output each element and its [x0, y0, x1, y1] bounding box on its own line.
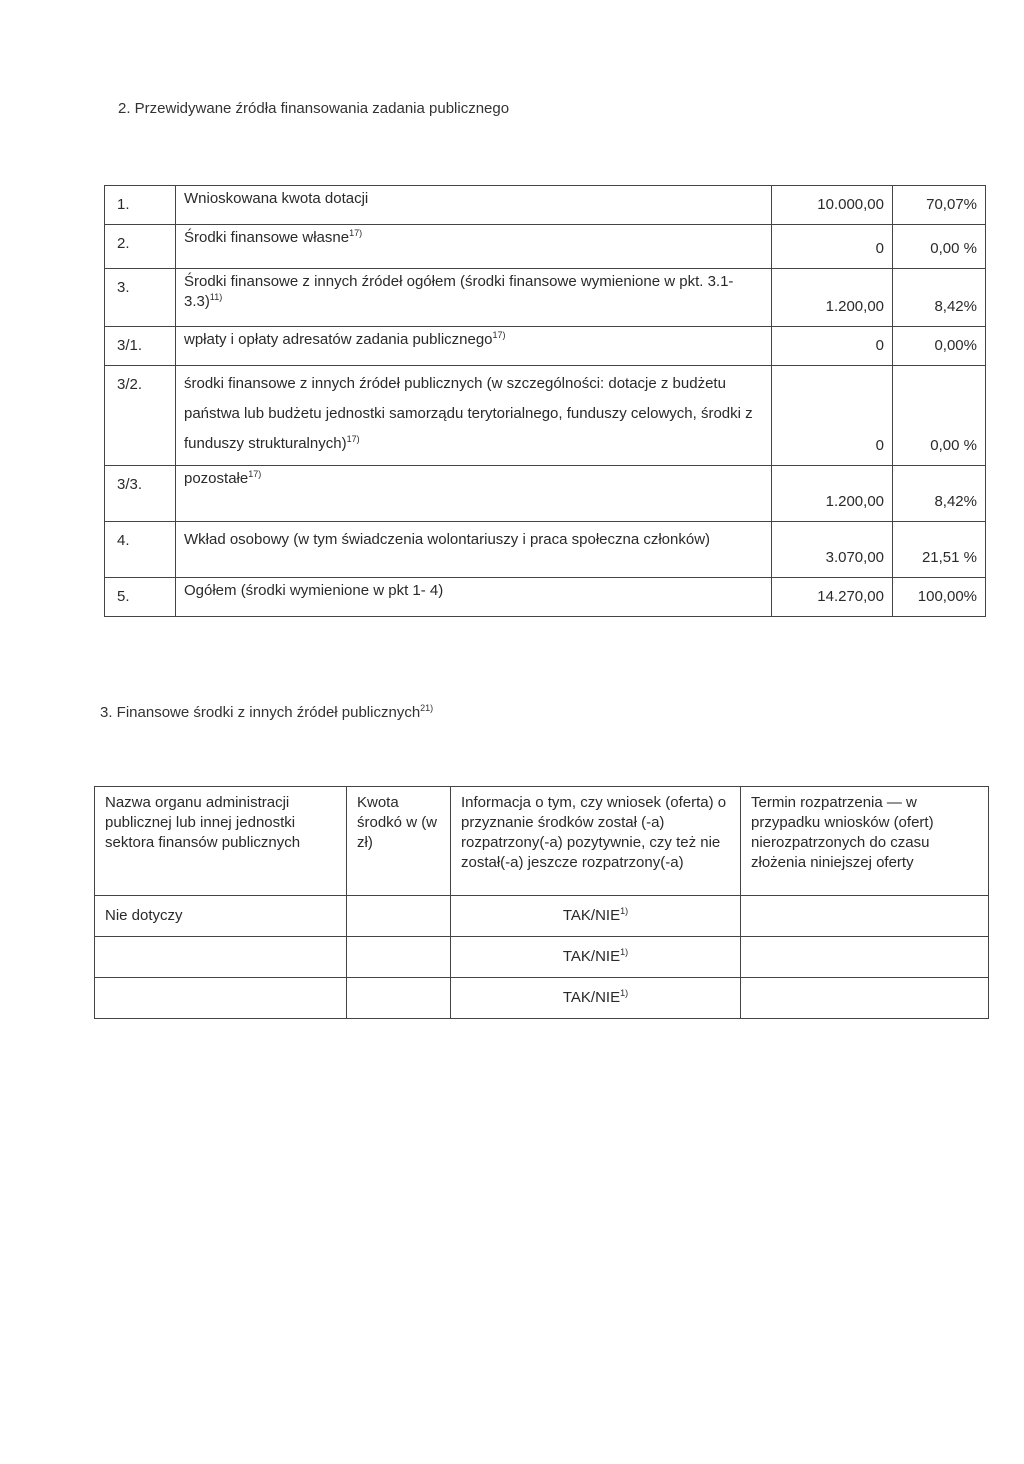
funding-row [105, 327, 986, 366]
funding-sources-table [104, 185, 986, 617]
funding-row-description-text: Środki finansowe z innych źródeł ogółem (środki finansowe wymienione w pkt. 3.1-3.3) [184, 273, 734, 310]
funding-row-description-text: wpłaty i opłaty adresatów zadania publicznego [184, 331, 493, 348]
funding-row-number: 4. [105, 522, 176, 578]
funding-row-number: 3/1. [105, 327, 176, 366]
funding-row-amount: 0 [772, 225, 893, 269]
funding-row-number: 3. [105, 269, 176, 327]
funding-row [105, 522, 986, 578]
funding-row-amount: 14.270,00 [772, 578, 893, 617]
funding-row-description [176, 269, 772, 327]
funding-row-number: 3/2. [105, 366, 176, 466]
funding-row-percent: 100,00% [893, 578, 986, 617]
funding-row-amount: 0 [772, 327, 893, 366]
table-row [95, 937, 989, 978]
funding-row [105, 269, 986, 327]
amount-cell [347, 896, 451, 937]
funding-row [105, 578, 986, 617]
funding-row-number: 5. [105, 578, 176, 617]
funding-row [105, 186, 986, 225]
funding-row-percent: 0,00 % [893, 366, 986, 466]
term-cell [741, 896, 989, 937]
status-text: TAK/NIE [562, 907, 621, 924]
funding-row-description-text: Ogółem (środki wymienione w pkt 1- 4) [184, 582, 444, 599]
status-cell [451, 937, 741, 978]
footnote-marker: 1) [620, 906, 629, 916]
header-row [95, 787, 989, 896]
funding-row [105, 366, 986, 466]
column-header: Kwota środkó w (w zł) [347, 787, 451, 896]
column-header: Nazwa organu administracji publicznej lub innej jednostki sektora finansów publicznych [95, 787, 347, 896]
funding-row-number: 2. [105, 225, 176, 269]
footnote-marker: 11) [209, 292, 223, 302]
amount-cell [347, 978, 451, 1019]
funding-row [105, 466, 986, 522]
term-cell [741, 978, 989, 1019]
organ-name-cell: Nie dotyczy [95, 896, 347, 937]
funding-row-amount: 3.070,00 [772, 522, 893, 578]
term-cell [741, 937, 989, 978]
funding-row-amount: 1.200,00 [772, 269, 893, 327]
funding-row-description [176, 186, 772, 225]
organ-name-cell [95, 978, 347, 1019]
funding-row [105, 225, 986, 269]
funding-row-percent: 70,07% [893, 186, 986, 225]
funding-row-percent: 8,42% [893, 466, 986, 522]
status-cell [451, 896, 741, 937]
footnote-marker: 17) [248, 469, 262, 479]
funding-row-description-text: Wnioskowana kwota dotacji [184, 190, 369, 207]
section-3-heading-footnote: 21) [420, 703, 434, 713]
status-cell [451, 978, 741, 1019]
status-text: TAK/NIE [562, 989, 621, 1006]
column-header: Termin rozpatrzenia — w przypadku wniosków (ofert) nierozpatrzonych do czasu złożenia niniejszej oferty [741, 787, 989, 896]
public-funds-table [94, 786, 989, 1019]
footnote-marker: 17) [349, 228, 363, 238]
funding-row-description [176, 327, 772, 366]
funding-row-amount: 1.200,00 [772, 466, 893, 522]
funding-row-description [176, 522, 772, 578]
funding-row-description-text: środki finansowe z innych źródeł publicznych (w szczególności: dotacje z budżetu państwa lub budżetu jednostki samorządu terytorialnego, funduszy celowych, środki z funduszy strukturalnych) [184, 375, 753, 452]
section-3-heading [100, 704, 433, 721]
organ-name-cell [95, 937, 347, 978]
funding-row-description [176, 578, 772, 617]
footnote-marker: 1) [620, 988, 629, 998]
funding-row-percent: 0,00 % [893, 225, 986, 269]
footnote-marker: 17) [492, 330, 506, 340]
funding-row-amount: 10.000,00 [772, 186, 893, 225]
funding-row-amount: 0 [772, 366, 893, 466]
funding-row-description [176, 366, 772, 466]
funding-row-description-text: Wkład osobowy (w tym świadczenia wolontariuszy i praca społeczna członków) [184, 531, 711, 548]
status-text: TAK/NIE [562, 948, 621, 965]
funding-row-description-text: Środki finansowe własne [184, 229, 350, 246]
footnote-marker: 17) [346, 434, 360, 444]
funding-row-description [176, 225, 772, 269]
funding-row-percent: 8,42% [893, 269, 986, 327]
section-2-heading: 2. Przewidywane źródła finansowania zadania publicznego [118, 100, 510, 117]
column-header: Informacja o tym, czy wniosek (oferta) o przyznanie środków został (-a) rozpatrzony(-a) pozytywnie, czy też nie został(-a) jeszcze rozpatrzony(-a) [451, 787, 741, 896]
amount-cell [347, 937, 451, 978]
funding-row-number: 3/3. [105, 466, 176, 522]
funding-row-number: 1. [105, 186, 176, 225]
table-row [95, 896, 989, 937]
footnote-marker: 1) [620, 947, 629, 957]
section-3-heading-text: 3. Finansowe środki z innych źródeł publicznych [100, 704, 421, 721]
funding-row-percent: 21,51 % [893, 522, 986, 578]
funding-row-percent: 0,00% [893, 327, 986, 366]
funding-row-description-text: pozostałe [184, 470, 249, 487]
table-row [95, 978, 989, 1019]
funding-row-description [176, 466, 772, 522]
